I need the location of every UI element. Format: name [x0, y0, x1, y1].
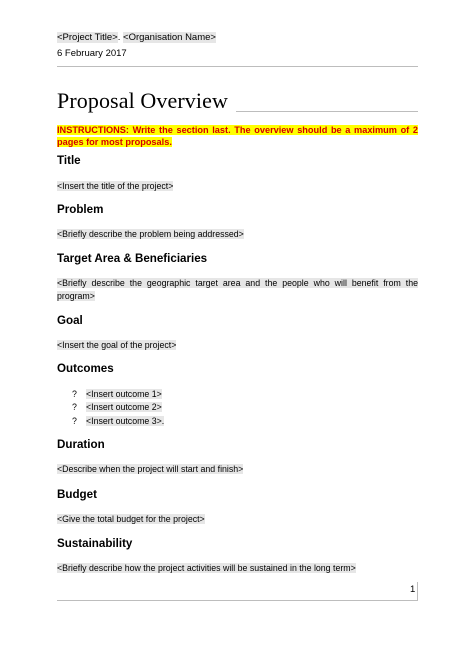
- section-heading-problem: Problem: [57, 203, 104, 216]
- header-project-title: <Project Title>: [57, 32, 118, 43]
- footer-baseline: [57, 600, 418, 601]
- outcome-text: <Insert outcome 2>: [86, 402, 162, 412]
- section-heading-title: Title: [57, 154, 81, 167]
- bullet-glyph: ?: [72, 402, 77, 412]
- instructions-text: INSTRUCTIONS: Write the section last. The overview should be a maximum of 2 pages for most proposals.: [57, 125, 418, 147]
- section-heading-target-area: Target Area & Beneficiaries: [57, 252, 208, 265]
- placeholder-budget: [57, 514, 205, 524]
- placeholder-title-text: <Insert the title of the project>: [57, 181, 174, 191]
- page-number: 1: [410, 584, 416, 595]
- running-header: [57, 32, 216, 43]
- outcome-text: <Insert outcome 1>: [86, 389, 162, 399]
- list-item: [72, 416, 164, 426]
- section-heading-duration: Duration: [57, 438, 105, 451]
- placeholder-target-area: [57, 277, 418, 303]
- placeholder-goal-text: <Insert the goal of the project>: [57, 340, 177, 350]
- footer-rule: [417, 582, 418, 600]
- page-title: Proposal Overview: [57, 88, 228, 113]
- placeholder-target-area-text: <Briefly describe the geographic target area and the people who will benefit from the program>: [57, 278, 418, 301]
- header-organisation: <Organisation Name>: [123, 32, 216, 43]
- title-rule: [236, 111, 418, 112]
- placeholder-duration-text: <Describe when the project will start and finish>: [57, 464, 244, 474]
- section-heading-budget: Budget: [57, 488, 97, 501]
- section-heading-goal: Goal: [57, 314, 83, 327]
- placeholder-sustainability: [57, 563, 356, 573]
- list-item: [72, 389, 162, 399]
- section-heading-outcomes: Outcomes: [57, 362, 114, 375]
- section-heading-sustainability: Sustainability: [57, 537, 133, 550]
- header-date: 6 February 2017: [57, 48, 127, 59]
- placeholder-duration: [57, 464, 243, 474]
- placeholder-goal: [57, 340, 176, 350]
- list-item: [72, 402, 162, 412]
- bullet-glyph: ?: [72, 389, 77, 399]
- instructions-note: [57, 124, 418, 148]
- bullet-glyph: ?: [72, 416, 77, 426]
- placeholder-sustainability-text: <Briefly describe how the project activities will be sustained in the long term>: [57, 563, 356, 573]
- placeholder-budget-text: <Give the total budget for the project>: [57, 514, 205, 524]
- header-separator: .: [117, 32, 124, 43]
- outcome-text: <Insert outcome 3>.: [86, 416, 165, 426]
- header-rule: [57, 66, 418, 67]
- placeholder-problem-text: <Briefly describe the problem being addressed>: [57, 229, 244, 239]
- placeholder-title: [57, 181, 173, 191]
- placeholder-problem: [57, 229, 244, 239]
